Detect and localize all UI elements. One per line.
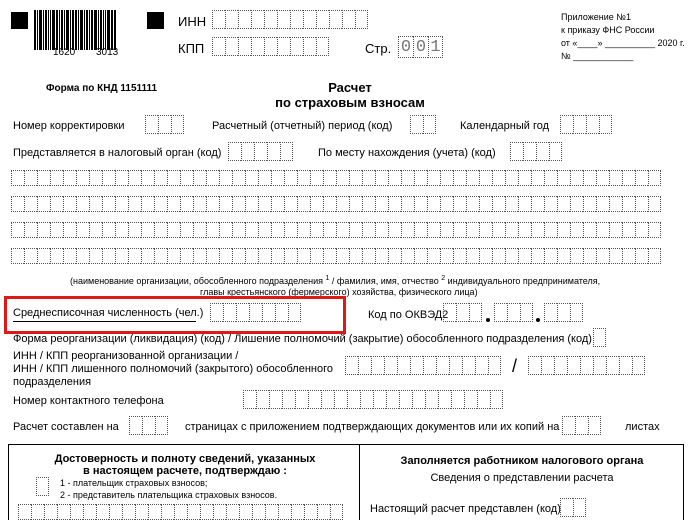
location-cells[interactable] xyxy=(510,142,562,161)
phone-cells[interactable] xyxy=(243,390,503,409)
correction-number-cells[interactable] xyxy=(145,115,184,134)
page-digit: 0 xyxy=(398,36,413,58)
bottom-right-border xyxy=(683,444,684,520)
inn-kpp-reorg-line-1: ИНН / КПП реорганизованной организации / xyxy=(13,350,239,362)
okved-dot-1 xyxy=(486,318,490,322)
inn-label: ИНН xyxy=(178,14,207,29)
page-digit: 1 xyxy=(428,36,443,58)
title-line-2: по страховым взносам xyxy=(275,95,425,110)
bottom-left-border xyxy=(8,444,9,520)
org-name-row-4[interactable] xyxy=(11,248,661,264)
org-caption-line-2: главы крестьянского (фермерского) хозяйства, физического лица) xyxy=(200,287,478,297)
page-cells[interactable] xyxy=(398,36,443,58)
avg-headcount-label: Среднесписочная численность (чел.) xyxy=(13,307,204,319)
org-caption-sup-2: 2 xyxy=(441,275,446,282)
barcode-number-1: 1620 xyxy=(53,47,76,58)
inn-reorg-cells[interactable] xyxy=(345,356,501,375)
tax-officer-code-cells[interactable] xyxy=(560,498,586,517)
reorg-form-label: Форма реорганизации (ликвидация) (код) / Лишение полномочий (закрытие) обособленного подразделения (код) xyxy=(13,333,592,345)
period-cells[interactable] xyxy=(410,115,436,134)
org-caption-line-1 xyxy=(70,275,600,286)
pages-suffix-label: листах xyxy=(625,421,660,433)
appendix-line-1: Приложение №1 xyxy=(561,12,631,22)
inn-kpp-slash: / xyxy=(512,356,518,376)
pages-prefix-label: Расчет составлен на xyxy=(13,421,119,433)
year-cells[interactable] xyxy=(560,115,612,134)
page-digit: 0 xyxy=(413,36,428,58)
bottom-section-divider xyxy=(8,444,684,445)
title-line-1: Расчет xyxy=(328,80,372,95)
reorg-form-cells[interactable] xyxy=(593,328,606,347)
org-name-row-3[interactable] xyxy=(11,222,661,238)
location-label: По месту нахождения (учета) (код) xyxy=(318,147,496,159)
kpp-label: КПП xyxy=(178,41,205,56)
tax-officer-title: Заполняется работником налогового органа xyxy=(400,455,644,467)
sheets-cells[interactable] xyxy=(562,416,601,435)
okved-cells-2[interactable] xyxy=(494,303,533,322)
tax-officer-submitted-label: Настоящий расчет представлен (код) xyxy=(370,503,561,515)
appendix-line-3: от «____» __________ 2020 г. xyxy=(561,38,685,48)
inn-kpp-reorg-line-2: ИНН / КПП лишенного полномочий (закрытого) обособленного xyxy=(13,363,333,375)
okved-cells-1[interactable] xyxy=(443,303,482,322)
org-caption-sup-1: 1 xyxy=(325,275,330,282)
org-name-row-2[interactable] xyxy=(11,196,661,212)
barcode xyxy=(34,10,117,50)
confirm-title-line-2: в настоящем расчете, подтверждаю : xyxy=(83,465,287,477)
inn-cells[interactable] xyxy=(212,10,368,29)
avg-headcount-cells[interactable] xyxy=(210,303,301,322)
year-label: Календарный год xyxy=(460,120,550,132)
confirm-option-2: 2 - представитель плательщика страховых взносов. xyxy=(60,490,278,500)
pages-cells[interactable] xyxy=(129,416,168,435)
confirm-option-1: 1 - плательщик страховых взносов; xyxy=(60,478,208,488)
headcount-underline xyxy=(13,321,196,322)
okved-dot-2 xyxy=(536,318,540,322)
corner-square-left xyxy=(11,12,28,29)
okved-cells-3[interactable] xyxy=(544,303,583,322)
appendix-line-4: № ____________ xyxy=(561,51,634,61)
bottom-middle-border xyxy=(359,444,360,520)
inn-kpp-reorg-line-3: подразделения xyxy=(13,376,92,388)
tax-authority-label: Представляется в налоговый орган (код) xyxy=(13,147,222,159)
period-label: Расчетный (отчетный) период (код) xyxy=(212,120,393,132)
org-caption-part-3: индивидуального предпринимателя, xyxy=(447,276,601,286)
confirm-name-row[interactable] xyxy=(18,504,343,520)
tax-officer-subtitle: Сведения о представлении расчета xyxy=(430,472,614,484)
phone-label: Номер контактного телефона xyxy=(13,395,164,407)
corner-square-right xyxy=(147,12,164,29)
kpp-cells[interactable] xyxy=(212,37,329,56)
confirm-title-line-1: Достоверность и полноту сведений, указанных xyxy=(54,453,316,465)
barcode-number-2: 3013 xyxy=(96,47,119,58)
org-caption-part-2: / фамилия, имя, отчество xyxy=(331,276,439,286)
org-caption-part-1: (наименование организации, обособленного подразделения xyxy=(70,276,323,286)
kpp-reorg-cells[interactable] xyxy=(528,356,645,375)
tax-authority-cells[interactable] xyxy=(228,142,293,161)
page-label: Стр. xyxy=(365,41,392,56)
pages-middle-label: страницах с приложением подтверждающих документов или их копий на xyxy=(185,421,560,433)
correction-number-label: Номер корректировки xyxy=(13,120,125,132)
org-name-row-1[interactable] xyxy=(11,170,661,186)
appendix-line-2: к приказу ФНС России xyxy=(561,25,655,35)
form-knd: Форма по КНД 1151111 xyxy=(46,83,158,94)
confirm-signer-cell[interactable] xyxy=(36,477,49,496)
okved-label: Код по ОКВЭД2 xyxy=(368,309,449,321)
